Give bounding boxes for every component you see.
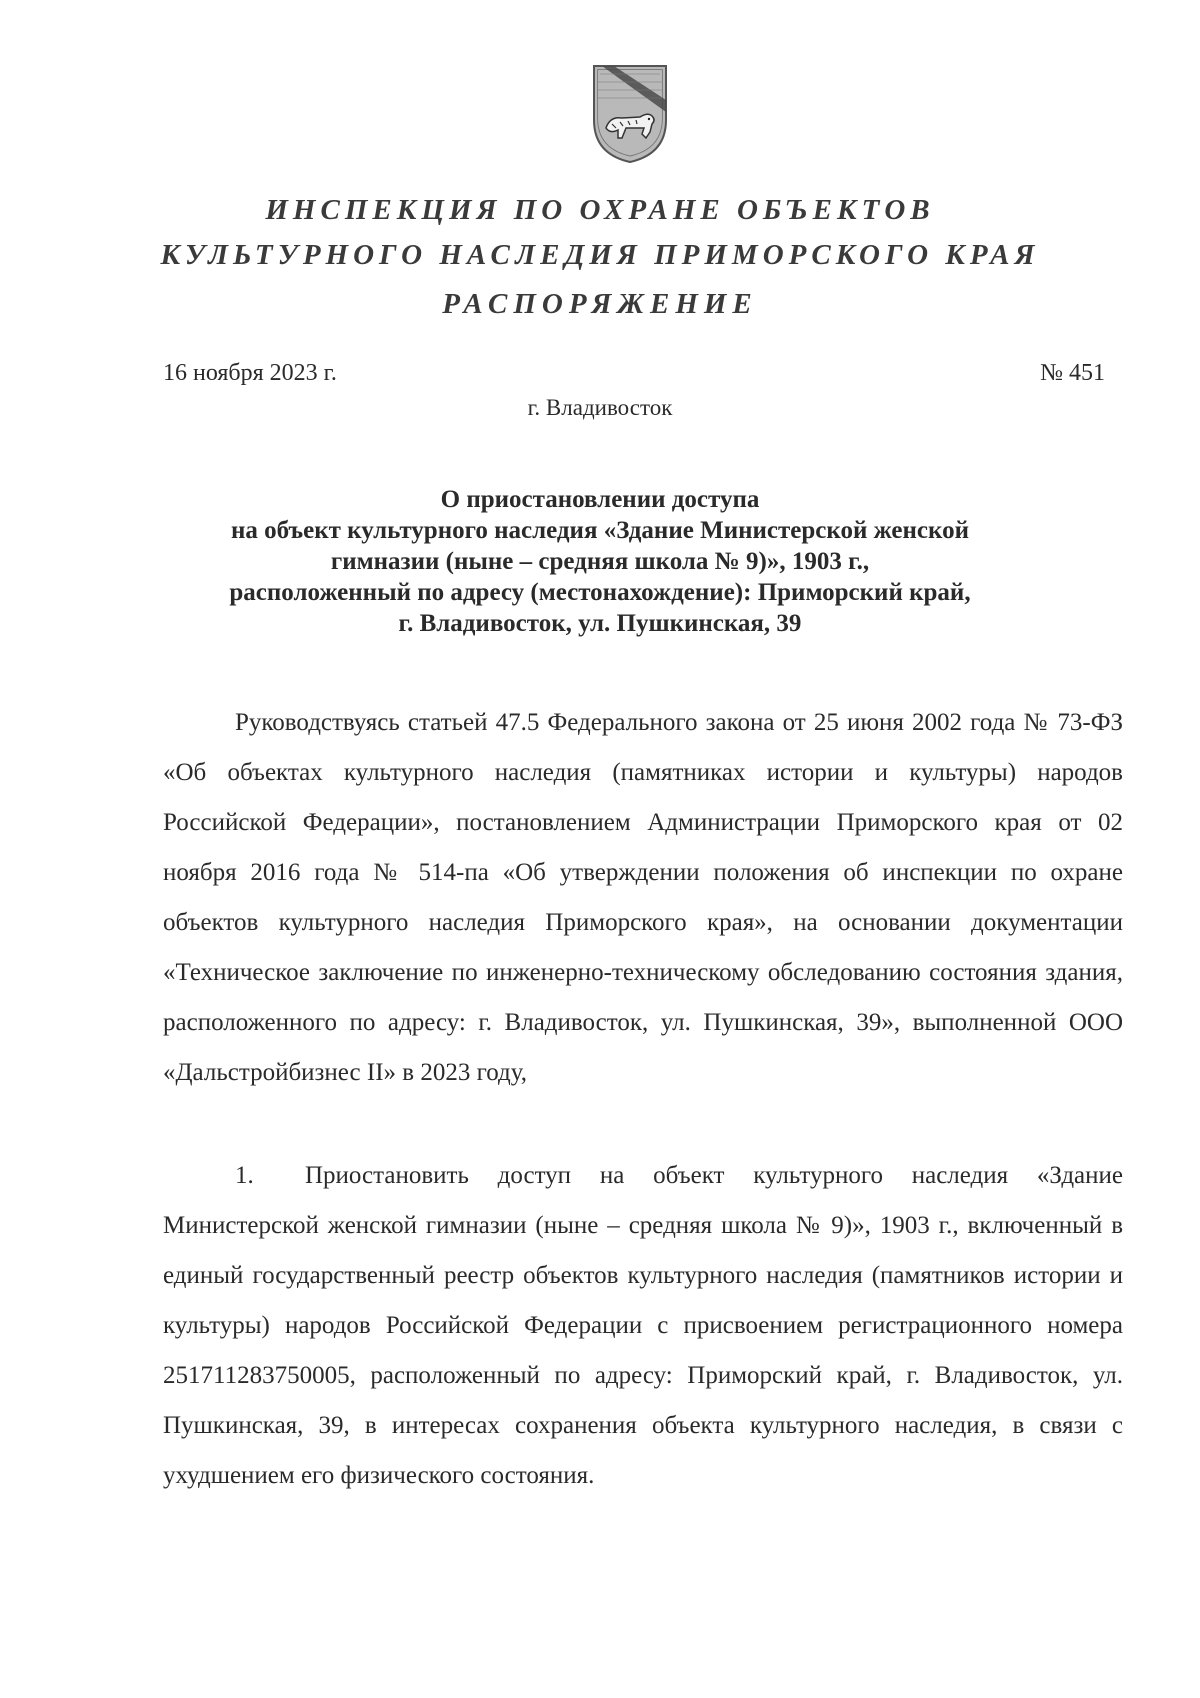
organization-header — [0, 188, 1200, 278]
document-number: № 451 — [1040, 360, 1105, 386]
title-line: О приостановлении доступа — [440, 486, 760, 513]
title-line: г. Владивосток, ул. Пушкинская, 39 — [398, 610, 802, 637]
item-number: 1. — [235, 1162, 254, 1189]
organization-name-line1: ИНСПЕКЦИЯ ПО ОХРАНЕ ОБЪЕКТОВ — [265, 194, 935, 226]
primorsky-coat-of-arms-icon — [590, 62, 670, 166]
document-type: РАСПОРЯЖЕНИЕ — [442, 288, 758, 320]
order-item-1 — [163, 1151, 1123, 1501]
title-line: гимназии (ныне – средняя школа № 9)», 1903 г., — [330, 548, 870, 575]
organization-name-line2: КУЛЬТУРНОГО НАСЛЕДИЯ ПРИМОРСКОГО КРАЯ — [160, 239, 1040, 271]
document-date: 16 ноября 2023 г. — [163, 360, 337, 386]
document-city: г. Владивосток — [527, 395, 673, 420]
item-text: Приостановить доступ на объект культурного наследия «Здание Министерской женской гимназии (ныне – средняя школа № 9)», 1903 г., включенный в единый государственный реестр объектов культурного наследия (памятников истории и культуры) народов Российской Федерации с присвоением регистрационного номера 251711283750005, расположенный по адресу: Приморский край, г. Владивосток, ул. Пушкинская, 39, в интересах сохранения объекта культурного наследия, в связи с ухудшением его физического состояния. — [163, 1162, 1123, 1489]
preamble-paragraph: Руководствуясь статьей 47.5 Федерального закона от 25 июня 2002 года № 73-ФЗ «Об объектах культурного наследия (памятниках истории и культуры) народов Российской Федерации», постановлением Администрации Приморского края от 02 ноября 2016 года № 514-па «Об утверждении положения об инспекции по охране объектов культурного наследия Приморского края», на основании документации «Техническое заключение по инженерно-техническому обследованию состояния здания, расположенного по адресу: г. Владивосток, ул. Пушкинская, 39», выполненной ООО «Дальстройбизнес II» в 2023 году, — [163, 709, 1123, 1086]
title-line: на объект культурного наследия «Здание Министерской женской — [231, 517, 969, 544]
document-title — [150, 484, 1050, 639]
title-line: расположенный по адресу (местонахождение): Приморский край, — [229, 579, 971, 606]
